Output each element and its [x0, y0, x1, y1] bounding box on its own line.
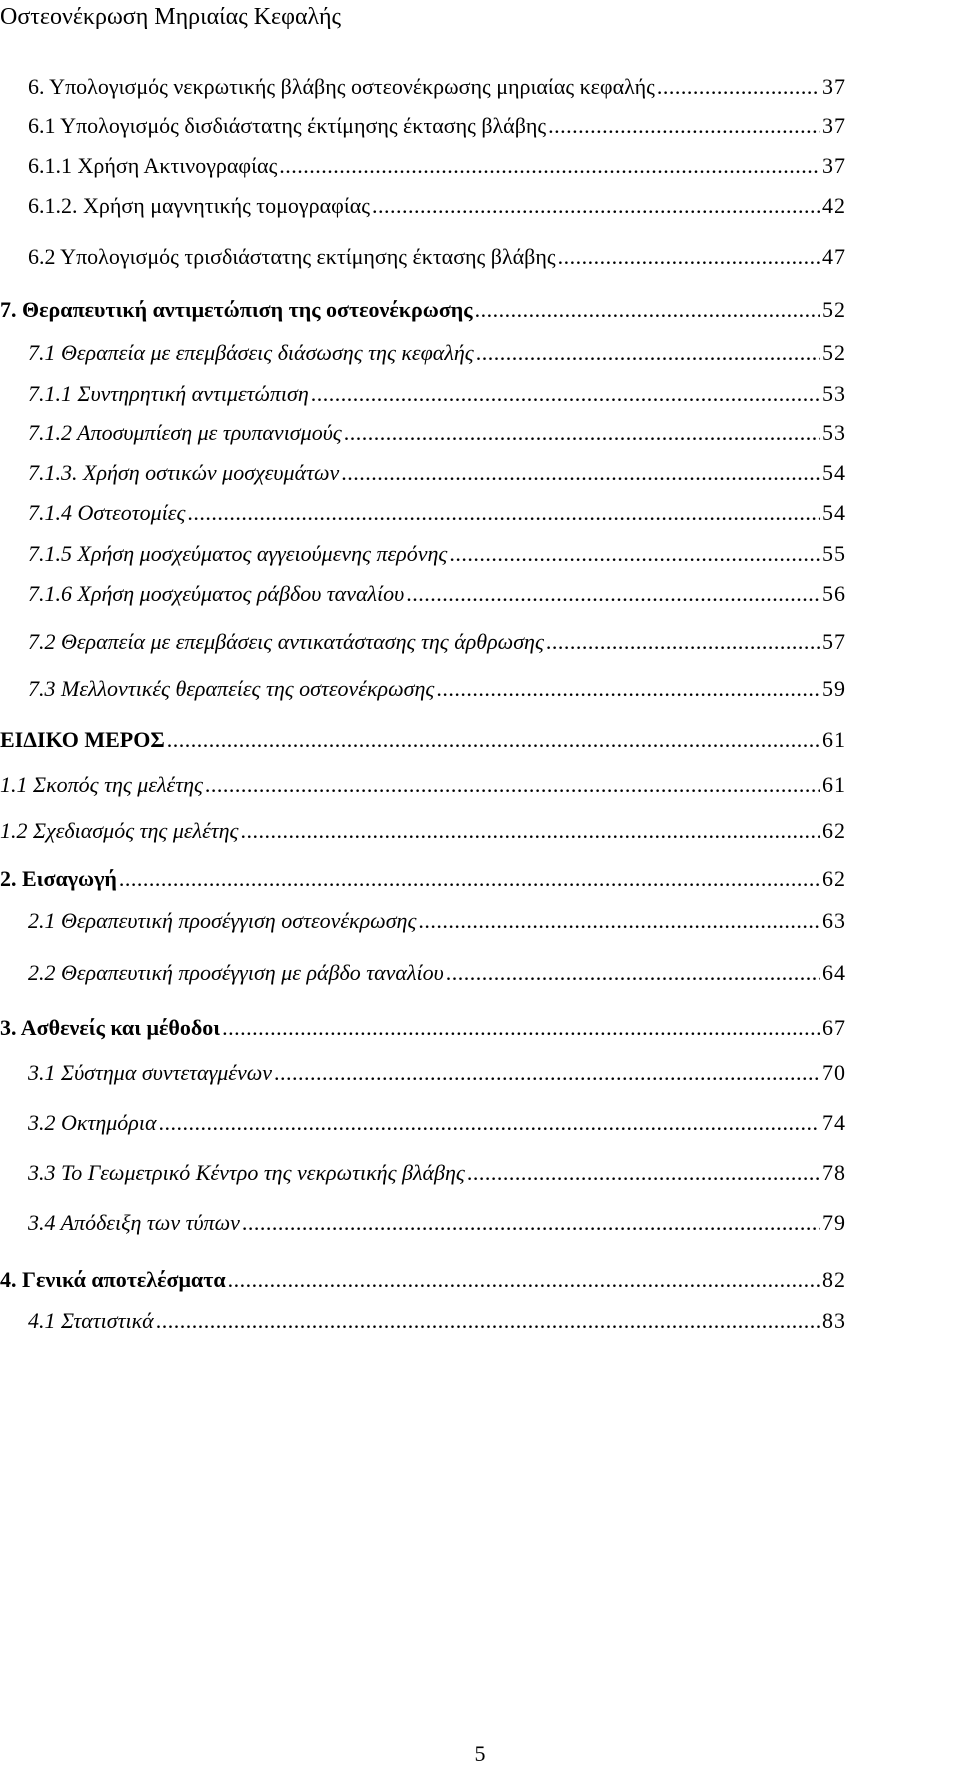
toc-entry-title: 3.2 Οκτημόρια [28, 1110, 157, 1135]
toc-page-number: 61 [822, 727, 846, 752]
toc-entry [28, 111, 846, 141]
toc-dot-leader [341, 458, 820, 488]
toc-dot-leader [159, 1108, 821, 1138]
toc-page-number: 78 [822, 1160, 846, 1185]
toc-page-number: 37 [822, 113, 846, 138]
toc-dot-leader [475, 295, 820, 325]
toc-entry [0, 725, 846, 755]
toc-entry-title: 7.2 Θεραπεία με επεμβάσεις αντικατάστασης της άρθρωσης [28, 629, 544, 654]
toc-page-number: 52 [822, 297, 846, 322]
toc-dot-leader [274, 1058, 820, 1088]
toc-page-number: 67 [822, 1015, 846, 1040]
toc-page-number: 63 [822, 908, 846, 933]
toc-page-number: 53 [822, 381, 846, 406]
toc-entry [28, 418, 846, 448]
toc-dot-leader [546, 627, 820, 657]
toc-entry-title: 1.1 Σκοπός της μελέτης [0, 772, 203, 797]
toc-page-number: 55 [822, 541, 846, 566]
toc-page-number: 83 [822, 1308, 846, 1333]
toc-page-number: 56 [822, 581, 846, 606]
toc-entry-title: 3.3 Το Γεωμετρικό Κέντρο της νεκρωτικής βλάβης [28, 1160, 465, 1185]
toc-dot-leader [372, 191, 820, 221]
toc-entry [28, 1058, 846, 1088]
toc-page-number: 47 [822, 244, 846, 269]
toc-page-number: 62 [822, 866, 846, 891]
toc-dot-leader [222, 1013, 820, 1043]
toc-entry-title: 7.1.3. Χρήση οστικών μοσχευμάτων [28, 460, 340, 485]
toc-entry-title: 7. Θεραπευτική αντιμετώπιση της οστεονέκρωσης [0, 297, 473, 322]
toc-entry [28, 242, 846, 272]
toc-entry-title: 6.1 Υπολογισμός δισδιάστατης έκτίμησης έκτασης βλάβης [28, 113, 547, 138]
toc-entry-title: 3.1 Σύστημα συντεταγμένων [28, 1060, 273, 1085]
toc-dot-leader [558, 242, 820, 272]
toc-entry-title: 6. Υπολογισμός νεκρωτικής βλάβης οστεονέκρωσης μηριαίας κεφαλής [28, 74, 655, 99]
toc-page-number: 57 [822, 629, 846, 654]
toc-entry [28, 1108, 846, 1138]
toc-entry-title: 3.4 Απόδειξη των τύπων [28, 1210, 240, 1235]
toc-dot-leader [548, 111, 820, 141]
toc-page-number: 64 [822, 960, 846, 985]
toc-page-number: 42 [822, 193, 846, 218]
toc-entry-title: 4. Γενικά αποτελέσματα [0, 1267, 226, 1292]
toc-entry [28, 539, 846, 569]
toc-entry [28, 379, 846, 409]
toc-entry-title: 3. Ασθενείς και μέθοδοι [0, 1015, 221, 1040]
toc-entry [28, 338, 846, 368]
toc-dot-leader [205, 770, 820, 800]
document-header: Οστεονέκρωση Μηριαίας Κεφαλής [0, 4, 342, 30]
toc-entry [28, 498, 846, 528]
toc-dot-leader [467, 1158, 820, 1188]
toc-dot-leader [279, 151, 820, 181]
toc-page-number: 53 [822, 420, 846, 445]
toc-entry [28, 72, 846, 102]
toc-entry-title: 7.1.2 Αποσυμπίεση με τρυπανισμούς [28, 420, 342, 445]
toc-dot-leader [446, 958, 820, 988]
toc-entry [28, 458, 846, 488]
toc-dot-leader [657, 72, 820, 102]
toc-dot-leader [311, 379, 820, 409]
toc-entry [28, 627, 846, 657]
toc-dot-leader [344, 418, 820, 448]
toc-entry-title: 6.2 Υπολογισμός τρισδιάστατης εκτίμησης έκτασης βλάβης [28, 244, 556, 269]
toc-page-number: 61 [822, 772, 846, 797]
toc-entry [28, 1208, 846, 1238]
toc-entry [28, 579, 846, 609]
toc-page-number: 54 [822, 460, 846, 485]
toc-entry [0, 295, 846, 325]
toc-entry-title: 7.1.6 Χρήση μοσχεύματος ράβδου ταναλίου [28, 581, 405, 606]
toc-entry [28, 1306, 846, 1336]
toc-page-number: 79 [822, 1210, 846, 1235]
toc-dot-leader [167, 725, 820, 755]
toc-page-number: 37 [822, 153, 846, 178]
toc-entry-title: 4.1 Στατιστικά [28, 1308, 154, 1333]
toc-page-number: 59 [822, 676, 846, 701]
toc-dot-leader [240, 816, 820, 846]
toc-entry-title: 2.1 Θεραπευτική προσέγγιση οστεονέκρωσης [28, 908, 417, 933]
toc-entry [28, 958, 846, 988]
toc-entry [0, 864, 846, 894]
toc-page-number: 54 [822, 500, 846, 525]
toc-dot-leader [476, 338, 820, 368]
toc-page-number: 62 [822, 818, 846, 843]
toc-entry-title: 2. Εισαγωγή [0, 866, 117, 891]
page-number: 5 [474, 1741, 486, 1766]
toc-entry [28, 674, 846, 704]
toc-dot-leader [406, 579, 820, 609]
toc-entry-title: 7.1.5 Χρήση μοσχεύματος αγγειούμενης περόνης [28, 541, 448, 566]
toc-entry-title: 7.3 Μελλοντικές θεραπείες της οστεονέκρωσης [28, 676, 435, 701]
toc-dot-leader [436, 674, 820, 704]
toc-entry [0, 816, 846, 846]
toc-page-number: 37 [822, 74, 846, 99]
toc-dot-leader [242, 1208, 820, 1238]
toc-dot-leader [187, 498, 820, 528]
toc-dot-leader [228, 1265, 820, 1295]
toc-entry [0, 770, 846, 800]
toc-entry-title: 6.1.2. Χρήση μαγνητικής τομογραφίας [28, 193, 371, 218]
toc-entry [0, 1013, 846, 1043]
toc-entry-title: 7.1.4 Οστεοτομίες [28, 500, 186, 525]
toc-dot-leader [119, 864, 820, 894]
toc-dot-leader [156, 1306, 820, 1336]
toc-entry [28, 191, 846, 221]
toc-dot-leader [418, 906, 820, 936]
toc-entry-title: 6.1.1 Χρήση Ακτινογραφίας [28, 153, 278, 178]
toc-page-number: 52 [822, 340, 846, 365]
toc-entry [28, 151, 846, 181]
toc-page-number: 74 [822, 1110, 846, 1135]
toc-entry [0, 1265, 846, 1295]
toc-entry-title: ΕΙΔΙΚΟ ΜΕΡΟΣ [0, 727, 165, 752]
toc-entry [28, 1158, 846, 1188]
toc-entry [28, 906, 846, 936]
toc-entry-title: 1.2 Σχεδιασμός της μελέτης [0, 818, 239, 843]
toc-entry-title: 2.2 Θεραπευτική προσέγγιση με ράβδο ταναλίου [28, 960, 444, 985]
toc-page-number: 70 [822, 1060, 846, 1085]
toc-entry-title: 7.1 Θεραπεία με επεμβάσεις διάσωσης της κεφαλής [28, 340, 474, 365]
toc-page-number: 82 [822, 1267, 846, 1292]
toc-entry-title: 7.1.1 Συντηρητική αντιμετώπιση [28, 381, 309, 406]
toc-dot-leader [449, 539, 820, 569]
